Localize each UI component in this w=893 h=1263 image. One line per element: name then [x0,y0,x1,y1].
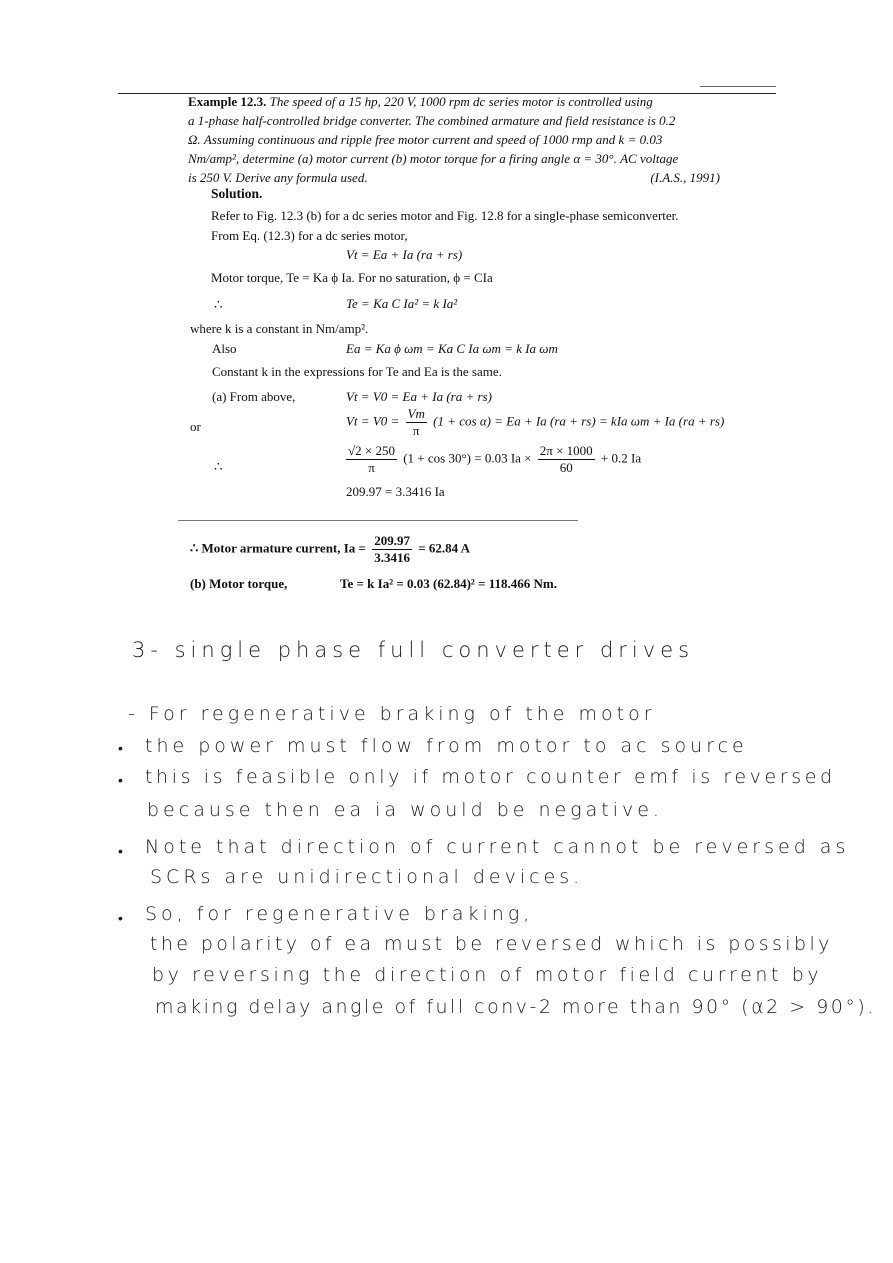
equation-6-num: √2 × 250 [346,443,397,460]
equation-6-end: + 0.2 Ia [600,450,642,466]
result-current [190,533,470,567]
notes-line-9: by reversing the direction of motor field current by [152,964,823,986]
equation-5-num: Vm [406,406,427,423]
bullet-2: • [118,773,127,789]
therefore-symbol-1: ∴ [214,297,223,312]
result-current-den: 3.3416 [374,550,410,566]
where-line: where k is a constant in Nm/amp². [190,321,369,336]
torque-result-value: Te = k Ia² = 0.03 (62.84)² = 118.466 Nm. [340,576,557,591]
equation-6-fraction-1 [346,443,397,477]
solution-heading: Solution. [211,186,263,201]
example-line-4: Nm/amp², determine (a) motor current (b) motor torque for a firing angle α = 30°. AC voltage [188,151,679,166]
notes-line-7: So, for regenerative braking, [145,903,534,925]
notes-line-6: SCRs are unidirectional devices. [150,866,584,888]
equation-6-den: π [368,460,375,476]
bullet-3: • [118,844,127,860]
result-current-value: = 62.84 A [418,540,471,556]
notes-line-8: the polarity of ea must be reversed which is possibly [150,933,833,955]
equation-4: Vt = V0 = Ea + Ia (ra + rs) [346,389,492,404]
notes-line-1: - For regenerative braking of the motor [128,703,656,725]
solution-ref-line: Refer to Fig. 12.3 (b) for a dc series motor and Fig. 12.8 for a single-phase semiconverter. [211,208,679,223]
top-rule-2 [700,86,776,87]
notes-line-10: making delay angle of full conv-2 more than 90° (α2 > 90°). [155,996,876,1018]
equation-6-num-2: 2π × 1000 [538,443,595,460]
notes-line-5: Note that direction of current cannot be reversed as [145,836,850,858]
bullet-1: • [118,741,127,757]
notes-line-3: this is feasible only if motor counter emf is reversed [145,766,836,788]
equation-6-mid: (1 + cos 30°) = 0.03 Ia × [403,450,532,466]
equation-5 [346,406,724,440]
equation-6-den-2: 60 [559,460,573,476]
result-current-num: 209.97 [372,533,412,550]
equation-2: Te = Ka C Ia² = k Ia² [346,296,458,311]
example-line-5: is 250 V. Derive any formula used. [188,170,368,185]
example-source: (I.A.S., 1991) [650,170,720,185]
equation-5-rhs: (1 + cos α) = Ea + Ia (ra + rs) = kIa ωm + Ia (ra + rs) [433,413,725,429]
result-current-fraction [372,533,412,567]
equation-6 [343,443,641,477]
notes-line-2: the power must flow from motor to ac source [145,735,748,757]
notes-title: 3- single phase full converter drives [132,638,695,662]
example-line-1: The speed of a 15 hp, 220 V, 1000 rpm dc series motor is controlled using [269,94,653,109]
equation-3: Ea = Ka ϕ ωm = Ka C Ia ωm = k Ia ωm [346,341,558,356]
example-label: Example 12.3. [188,94,267,109]
solution-from-eq: From Eq. (12.3) for a dc series motor, [211,228,408,243]
therefore-symbol-2: ∴ [214,459,223,474]
example-paragraph [188,92,720,187]
equation-6-fraction-2 [538,443,595,477]
page-break-rule [178,520,578,521]
equation-5-lhs: Vt = V0 = [346,413,400,429]
example-line-2: a 1-phase half-controlled bridge converter. The combined armature and field resistance is 0.2 [188,113,676,128]
equation-1: Vt = Ea + Ia (ra + rs) [346,247,463,262]
torque-result-label: (b) Motor torque, [190,576,288,591]
bullet-4: • [118,911,127,927]
torque-line: Motor torque, Te = Ka ϕ Ia. For no saturation, ϕ = CIa [211,270,493,285]
notes-line-4: because then ea ia would be negative. [147,799,663,821]
example-line-3: Ω. Assuming continuous and ripple free motor current and speed of 1000 rmp and k = 0.03 [188,132,663,147]
constant-line: Constant k in the expressions for Te and Ea is the same. [212,364,502,379]
from-above-label: (a) From above, [212,389,296,404]
equation-5-fraction [406,406,427,440]
equation-5-den: π [412,423,420,439]
also-label: Also [212,341,237,356]
equation-7: 209.97 = 3.3416 Ia [346,484,445,499]
result-current-label: ∴ Motor armature current, Ia = [190,540,366,556]
or-label: or [190,419,201,434]
